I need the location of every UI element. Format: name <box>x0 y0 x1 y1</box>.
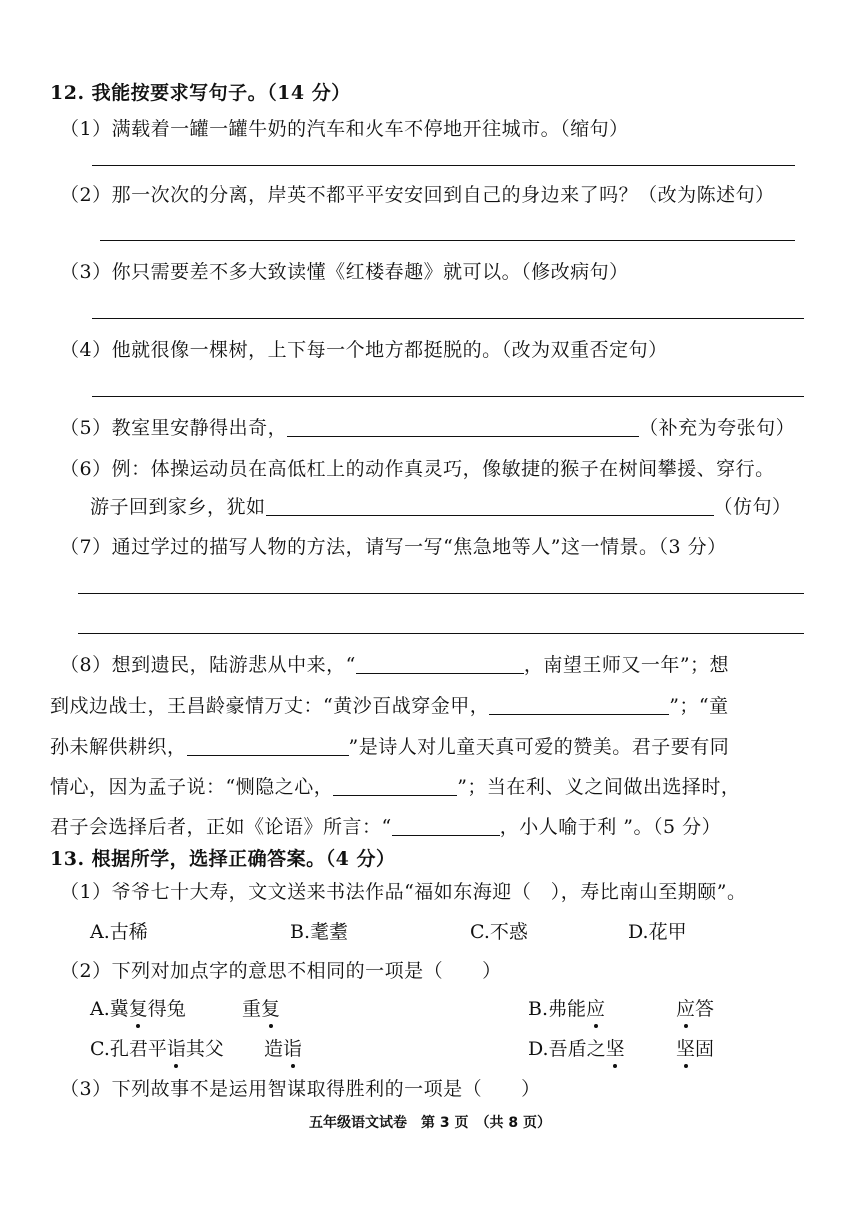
q12-sentence-4: （4）他就很像一棵树，上下每一个地方都挺脱的。（改为双重否定句） <box>60 339 668 361</box>
q12-s8-line4 <box>50 774 740 800</box>
s8-l2-text-b: ”；“童 <box>669 695 729 717</box>
opt-c-dotted-char: 诣 <box>166 1038 186 1060</box>
opt-d-dotted-char: 坚 <box>605 1038 625 1060</box>
opt-d-text: D.吾盾之 <box>528 1038 606 1060</box>
opt-c-compare-dotted-char: 诣 <box>283 1038 303 1060</box>
s6-prefix: 游子回到家乡，犹如 <box>90 496 266 518</box>
q13-s2-option-a-compare <box>242 996 280 1022</box>
s8-l3-text-b: ”是诗人对儿童天真可爱的赞美。君子要有同 <box>348 736 730 758</box>
s5-blank[interactable] <box>287 418 639 437</box>
opt-b-compare-text: 答 <box>695 998 715 1020</box>
s8-blank-4[interactable] <box>333 777 457 796</box>
s8-blank-3[interactable] <box>187 737 349 756</box>
opt-c-text-2: 其父 <box>185 1038 224 1060</box>
q13-s2-option-d[interactable] <box>528 1036 625 1062</box>
opt-b-text: B.弗能 <box>528 998 587 1020</box>
q12-sentence-3: （3）你只需要差不多大致读懂《红楼春趣》就可以。（修改病句） <box>60 261 629 283</box>
opt-a-text-2: 得兔 <box>147 998 186 1020</box>
opt-a-compare-dotted-char: 复 <box>261 998 281 1020</box>
opt-a-text: A.冀 <box>90 998 129 1020</box>
q12-title: 12. 我能按要求写句子。（14 分） <box>50 82 351 104</box>
q12-s8-line2 <box>50 693 729 719</box>
opt-c-text: C.孔君平 <box>90 1038 167 1060</box>
answer-line-7a[interactable] <box>78 593 804 594</box>
opt-a-dotted-char: 复 <box>128 998 148 1020</box>
q12-s8-line1 <box>60 652 729 678</box>
q13-sentence-2: （2）下列对加点字的意思不相同的一项是（ ） <box>60 960 502 982</box>
s6-blank[interactable] <box>266 497 714 516</box>
answer-line-1[interactable] <box>92 165 795 166</box>
q13-s1-option-c[interactable]: C.不惑 <box>470 921 528 943</box>
s8-l3-text-a: 孙未解供耕织， <box>50 736 187 758</box>
q12-sentence-2: （2）那一次次的分离，岸英不都平平安安回到自己的身边来了吗？（改为陈述句） <box>60 184 775 206</box>
q13-sentence-1: （1）爷爷七十大寿，文文送来书法作品“福如东海迎（ ），寿比南山至期颐”。 <box>60 881 747 903</box>
answer-line-3[interactable] <box>92 318 804 319</box>
q13-s2-option-c[interactable] <box>90 1036 224 1062</box>
opt-b-dotted-char: 应 <box>586 998 606 1020</box>
s6-suffix: （仿句） <box>713 496 792 518</box>
q13-s2-option-d-compare <box>676 1036 714 1062</box>
s5-prefix: （5）教室里安静得出奇， <box>60 417 288 439</box>
s8-l5-text-a: 君子会选择后者，正如《论语》所言：“ <box>50 816 392 838</box>
answer-line-7b[interactable] <box>78 633 804 634</box>
q12-sentence-1: （1）满载着一罐一罐牛奶的汽车和火车不停地开往城市。（缩句） <box>60 118 629 140</box>
s5-suffix: （补充为夸张句） <box>639 417 796 439</box>
opt-d-compare-dotted-char: 坚 <box>676 1038 696 1060</box>
s8-blank-2[interactable] <box>489 696 669 715</box>
opt-b-compare-dotted-char: 应 <box>676 998 696 1020</box>
answer-line-2[interactable] <box>100 240 795 241</box>
q12-s8-line5 <box>50 814 721 840</box>
q13-sentence-3: （3）下列故事不是运用智谋取得胜利的一项是（ ） <box>60 1078 541 1100</box>
q13-s2-option-c-compare <box>264 1036 302 1062</box>
q13-s2-option-b-compare <box>676 996 714 1022</box>
s8-l2-text-a: 到戍边战士，王昌龄豪情万丈：“黄沙百战穿金甲， <box>50 695 490 717</box>
page-footer: 五年级语文试卷 第 3 页 （共 8 页） <box>309 1115 551 1131</box>
q13-s1-option-a[interactable]: A.古稀 <box>90 921 148 943</box>
s8-blank-1[interactable] <box>356 655 524 674</box>
opt-a-compare-text: 重 <box>242 998 262 1020</box>
s8-blank-5[interactable] <box>392 817 500 836</box>
q12-sentence-6 <box>90 494 792 520</box>
s8-l1-text-b: ，南望王师又一年”；想 <box>523 654 730 676</box>
q12-sentence-7: （7）通过学过的描写人物的方法，请写一写“焦急地等人”这一情景。（3 分） <box>60 536 727 558</box>
s8-l4-text-a: 情心，因为孟子说：“恻隐之心， <box>50 776 334 798</box>
s8-l4-text-b: ”；当在利、义之间做出选择时， <box>457 776 741 798</box>
q13-s1-option-d[interactable]: D.花甲 <box>628 921 687 943</box>
q13-s2-option-a[interactable] <box>90 996 186 1022</box>
q12-sentence-5 <box>60 415 795 441</box>
q13-title: 13. 根据所学，选择正确答案。（4 分） <box>50 848 396 870</box>
q12-sentence-6-example: （6）例：体操运动员在高低杠上的动作真灵巧，像敏捷的猴子在树间攀援、穿行。 <box>60 458 775 480</box>
s8-l5-text-b: ，小人喻于利 ”。（5 分） <box>499 816 722 838</box>
s8-l1-text-a: （8）想到遗民，陆游悲从中来，“ <box>60 654 356 676</box>
q13-s2-option-b[interactable] <box>528 996 605 1022</box>
opt-d-compare-text: 固 <box>695 1038 715 1060</box>
q12-s8-line3 <box>50 734 729 760</box>
answer-line-4[interactable] <box>92 396 804 397</box>
q13-s1-option-b[interactable]: B.耄耋 <box>290 921 349 943</box>
opt-c-compare-text: 造 <box>264 1038 284 1060</box>
